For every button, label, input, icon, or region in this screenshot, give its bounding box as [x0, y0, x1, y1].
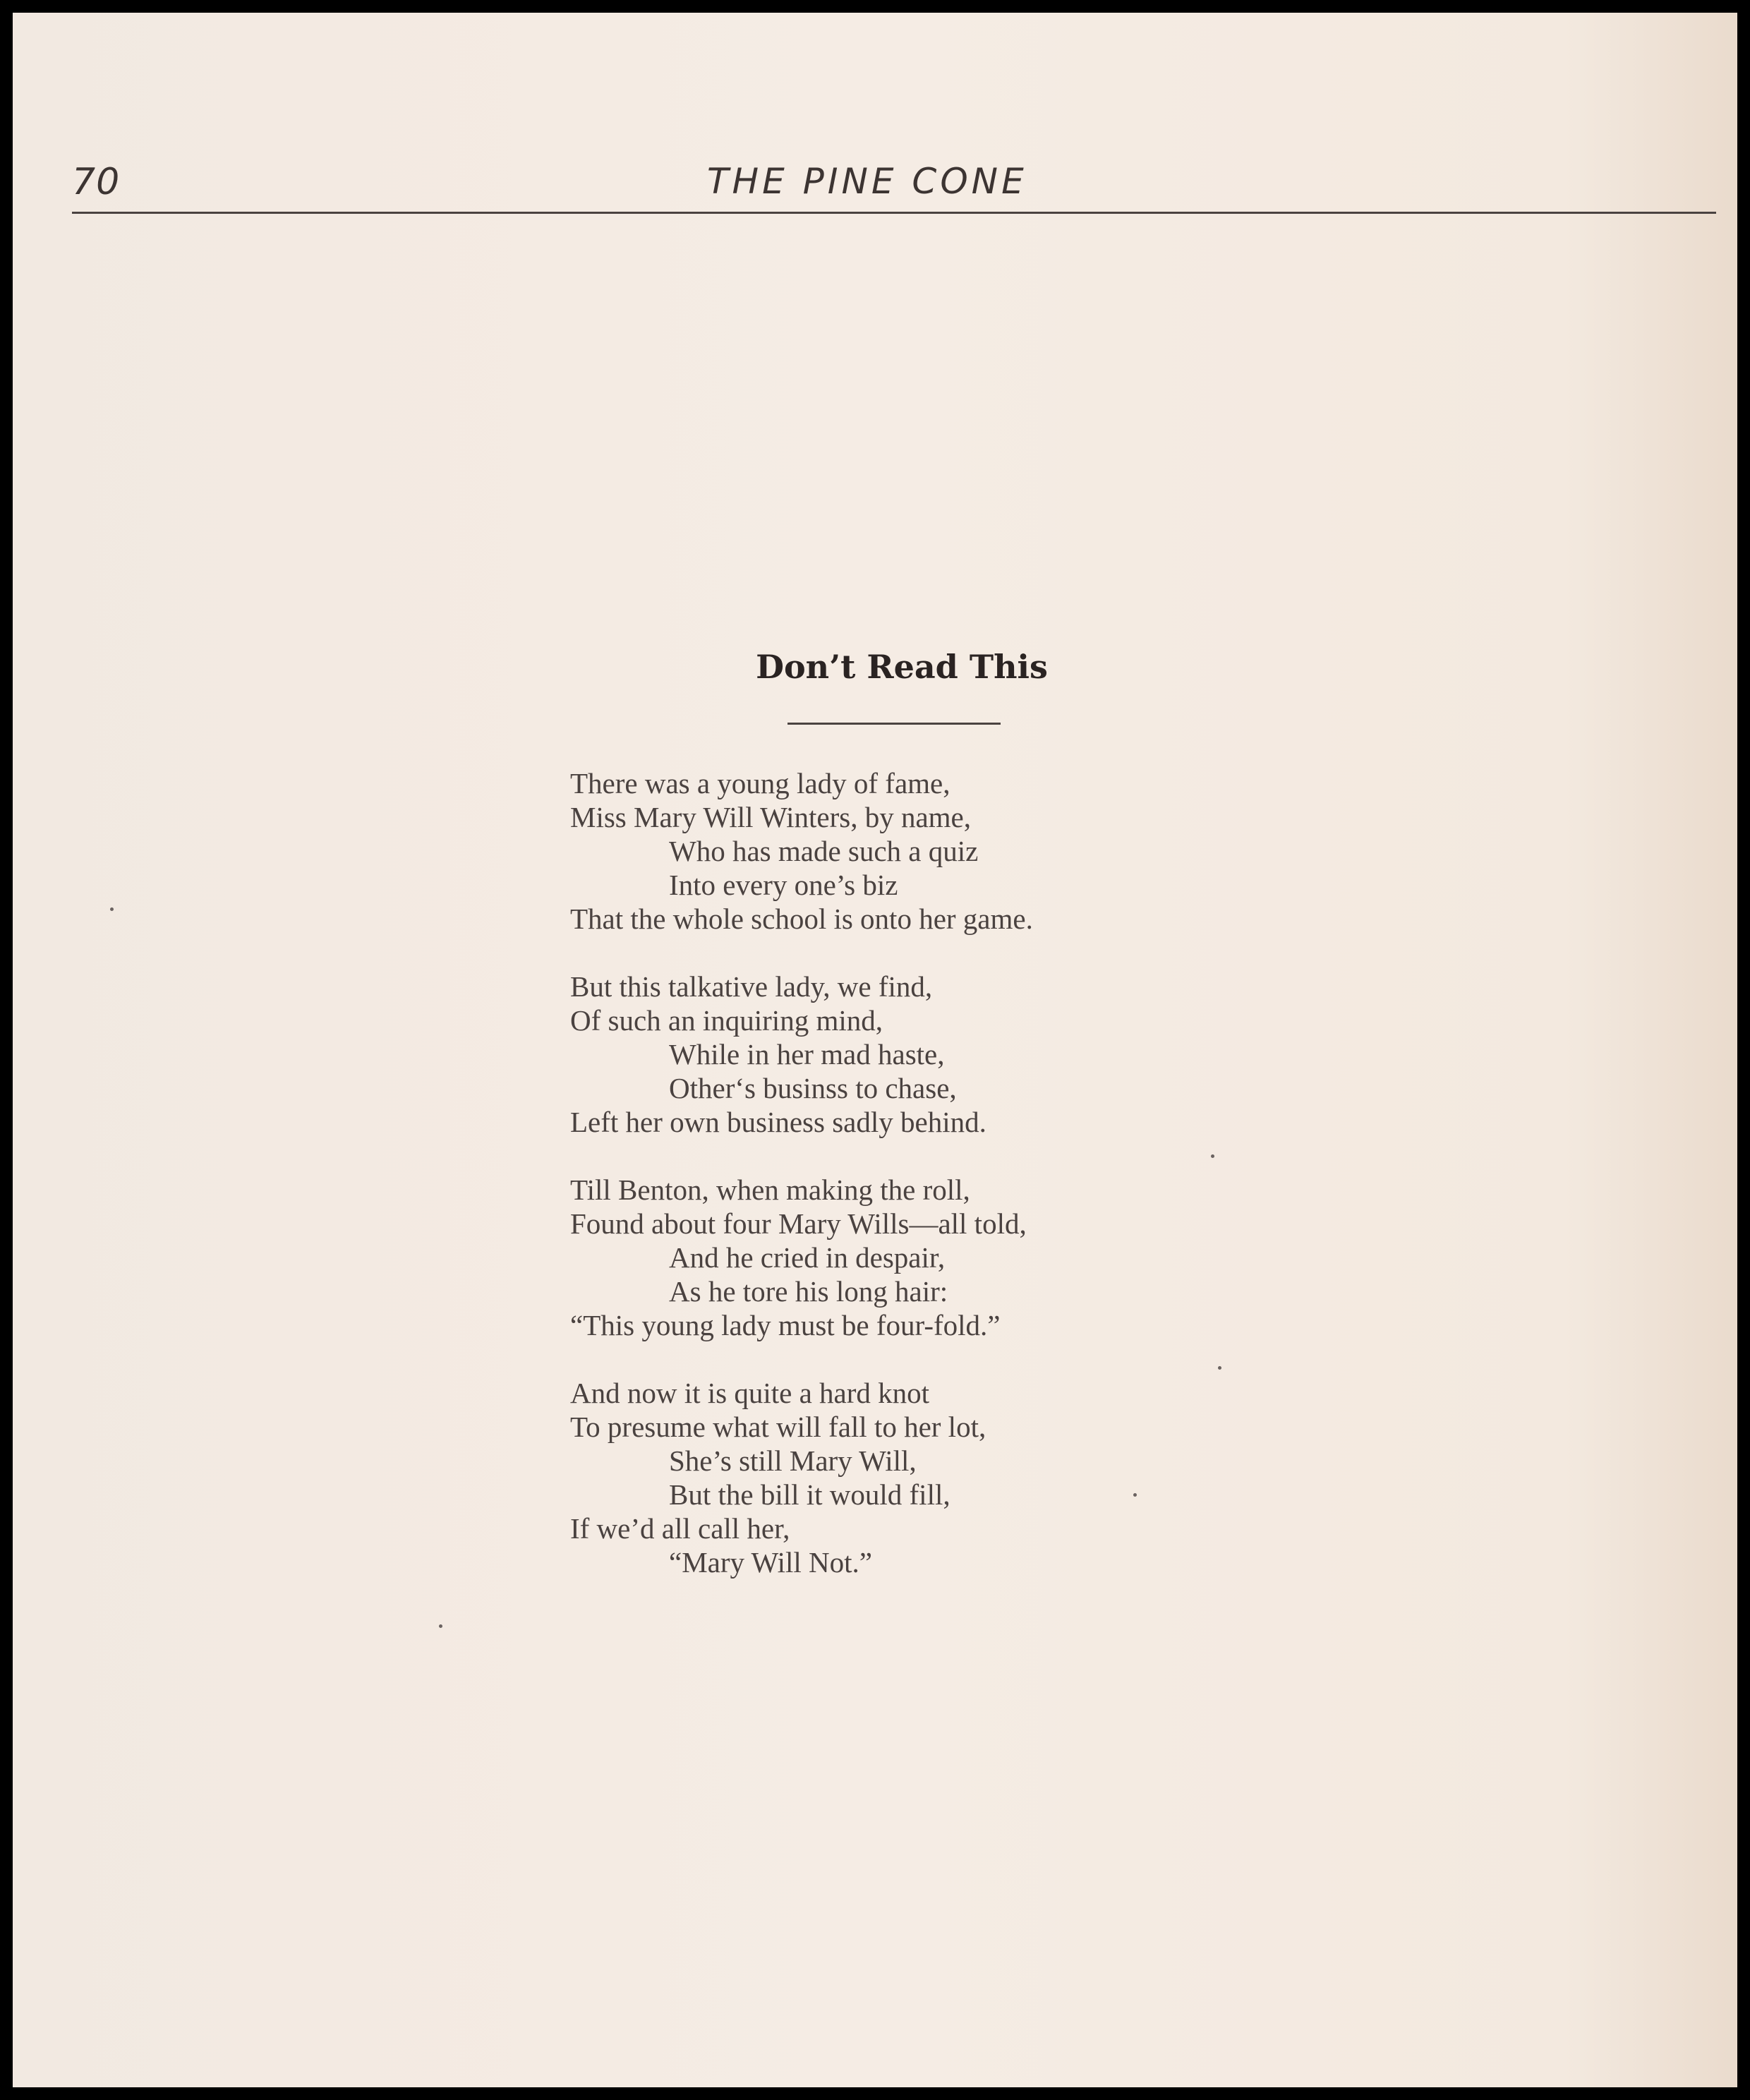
paper-fleck	[1133, 1493, 1137, 1497]
stanza-3	[570, 1173, 1205, 1342]
title-rule	[788, 723, 1001, 725]
poem-line: Left her own business sadly behind.	[570, 1106, 986, 1138]
poem-line: “Mary Will Not.”	[669, 1546, 872, 1579]
poem-line: And now it is quite a hard knot	[570, 1377, 930, 1409]
poem-line: Till Benton, when making the roll,	[570, 1173, 970, 1206]
poem-title: Don’t Read This	[756, 648, 1048, 686]
header-rule	[72, 212, 1716, 214]
paper-fleck	[439, 1624, 442, 1628]
page-header	[72, 161, 1716, 224]
poem-line: But this talkative lady, we find,	[570, 970, 933, 1003]
poem-line: Who has made such a quiz	[669, 835, 979, 867]
poem-line: But the bill it would fill,	[669, 1478, 951, 1511]
poem-line: There was a young lady of fame,	[570, 767, 951, 799]
poem-line: And he cried in despair,	[669, 1241, 946, 1274]
poem-line: “This young lady must be four-fold.”	[570, 1309, 1001, 1341]
poem-line: To presume what will fall to her lot,	[570, 1411, 986, 1443]
poem-line: Of such an inquiring mind,	[570, 1004, 883, 1037]
stanza-4	[570, 1376, 1205, 1579]
poem-line: Into every one’s biz	[669, 869, 898, 901]
paper-fleck	[110, 907, 114, 911]
paper-fleck	[1218, 1366, 1221, 1370]
poem-line: If we’d all call her,	[570, 1512, 790, 1545]
poem-line: Other‘s businss to chase,	[669, 1072, 957, 1104]
poem-body	[570, 766, 1205, 1613]
poem-line: As he tore his long hair:	[669, 1275, 948, 1308]
poem-line: Miss Mary Will Winters, by name,	[570, 801, 971, 833]
poem-line: She’s still Mary Will,	[669, 1444, 917, 1477]
poem-line: While in her mad haste,	[669, 1038, 945, 1070]
page-number: 70	[72, 161, 121, 203]
paper-fleck	[1211, 1154, 1214, 1158]
stanza-2	[570, 970, 1205, 1139]
running-title: THE PINE CONE	[707, 161, 1027, 202]
poem-line: That the whole school is onto her game.	[570, 903, 1033, 935]
stanza-1	[570, 766, 1205, 936]
page	[13, 13, 1737, 2087]
poem-line: Found about four Mary Wills—all told,	[570, 1207, 1027, 1240]
